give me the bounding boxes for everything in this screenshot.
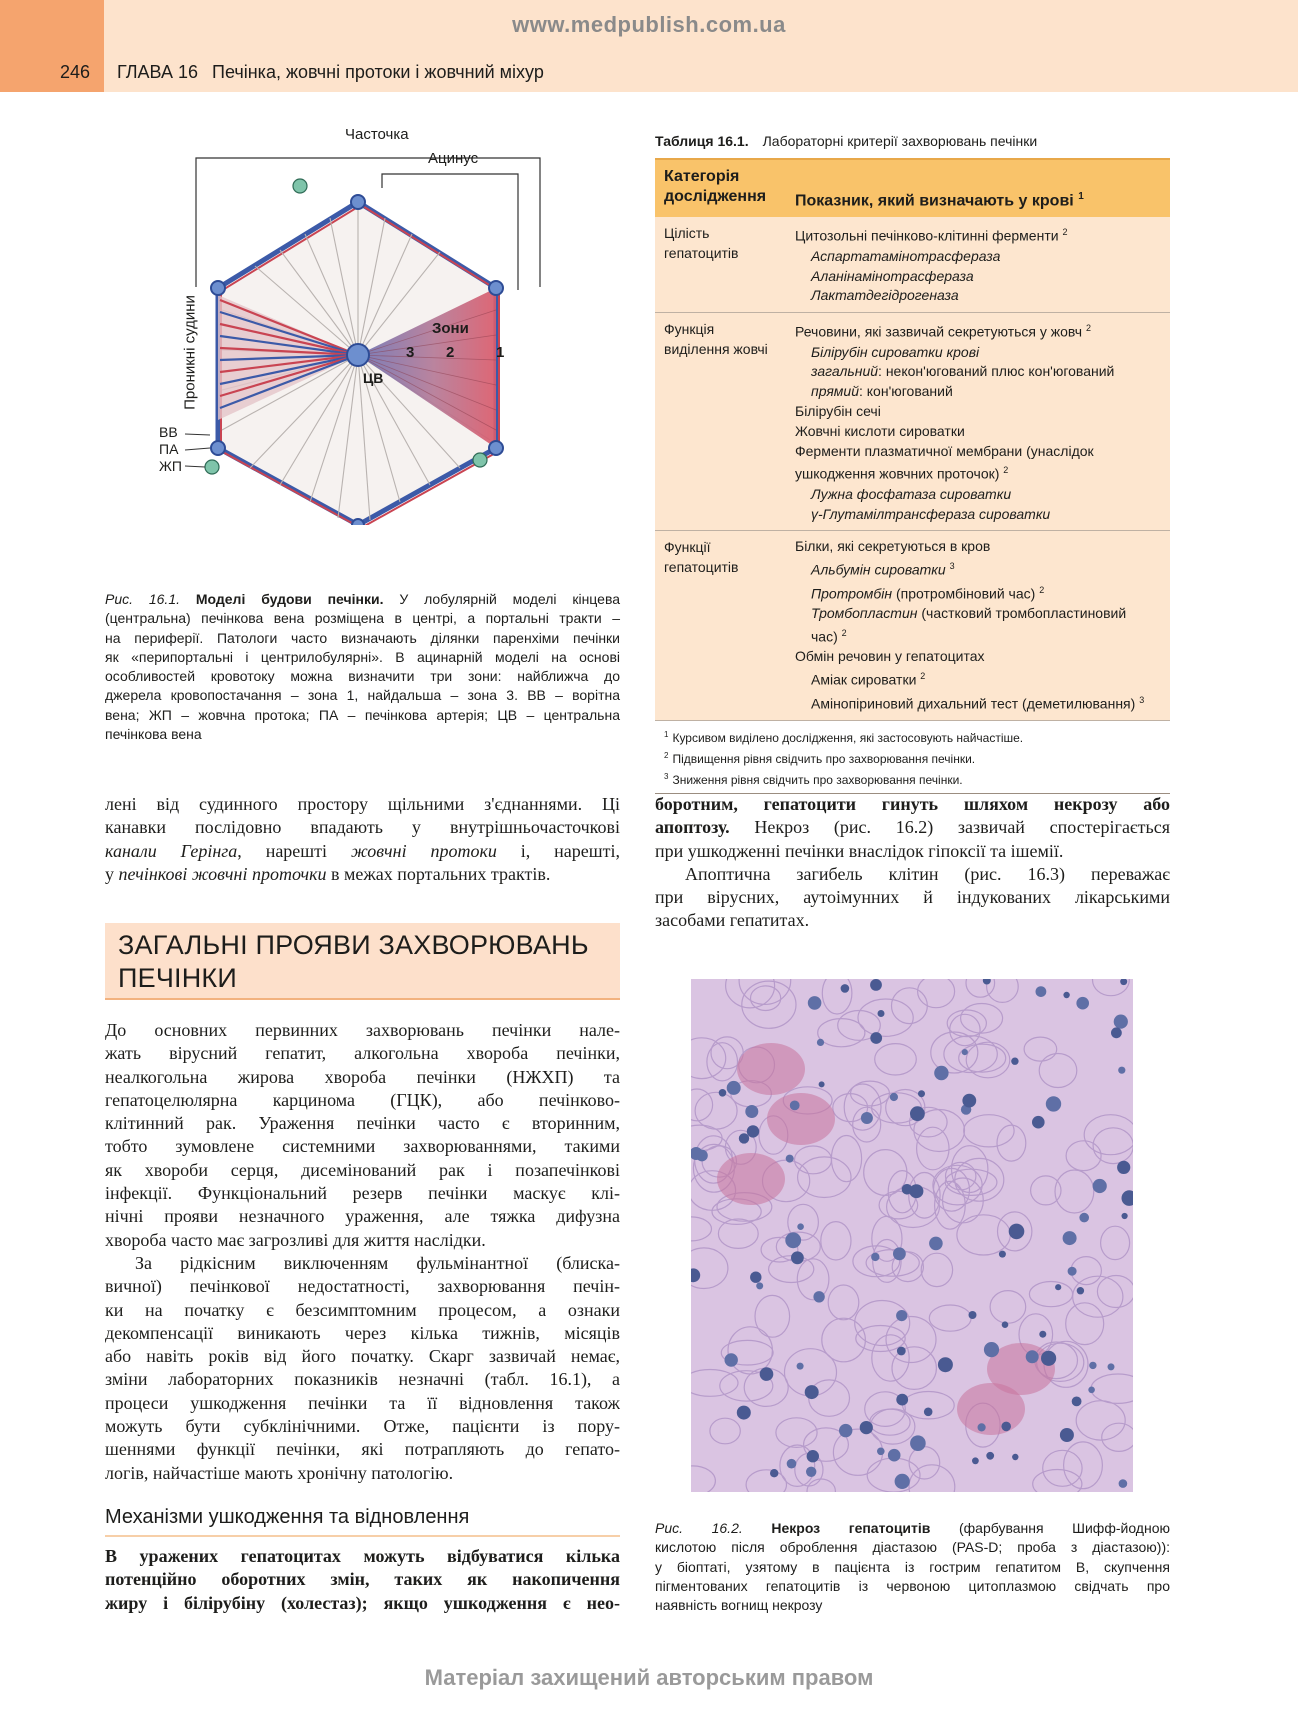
table-header: Категорія дослідження Показник, який визначають у крові $^1$ bbox=[655, 158, 1170, 217]
nucleus bbox=[1108, 1363, 1115, 1370]
text-line: нічні прояви незначного ураження, але тяжка дифузна bbox=[105, 1206, 620, 1227]
nucleus bbox=[902, 1184, 913, 1195]
table-footnotes bbox=[655, 721, 1170, 794]
lab-criteria-table bbox=[655, 158, 1170, 794]
nucleus bbox=[1117, 1161, 1130, 1174]
table-body bbox=[655, 217, 1170, 721]
chapter-title: Печінка, жовчні протоки і жовчний міхур bbox=[212, 62, 544, 82]
section-heading: ЗАГАЛЬНІ ПРОЯВИ ЗАХВОРЮВАНЬ ПЕЧІНКИ bbox=[118, 930, 589, 993]
nucleus bbox=[806, 1467, 816, 1477]
text-line: гепатоцелюлярна карцинома (ГЦК), або печінково- bbox=[105, 1089, 620, 1110]
central-vein bbox=[347, 344, 369, 366]
text-line: процеси ушкодження печінки та її відновлення також bbox=[105, 1392, 620, 1413]
table-title bbox=[655, 133, 1037, 149]
table-cell-line: Альбумін сироватки $^3$ bbox=[811, 561, 955, 578]
nucleus bbox=[797, 1223, 804, 1230]
nucleus bbox=[924, 1408, 933, 1417]
nucleus bbox=[1060, 1428, 1074, 1442]
nucleus bbox=[918, 1090, 925, 1097]
nucleus bbox=[813, 1291, 824, 1302]
table-cell-line: загальний: некон'югований плюс кон'югований bbox=[811, 363, 1115, 380]
nucleus bbox=[984, 1342, 999, 1357]
figure-2-caption: Рис. 16.2. Некроз гепатоцитів (фарбування Шифф-йодною кислотою після оброблення діастазою (PAS-D; проба з діастазою)): у біоптаті, узятому в пацієнта із гострим гепатитом В, скупчення пігментованих гепатоцитів із червоною цитоплазмою свідчать про наявність вогнищ некрозу bbox=[655, 1520, 1170, 1614]
text-line: інфекції. Функціональний резерв печінки маскує клі- bbox=[105, 1183, 620, 1204]
table-category: Функції bbox=[664, 539, 711, 556]
label-pv: ВВ bbox=[159, 424, 178, 440]
paragraph-injury-mechanisms bbox=[105, 1545, 620, 1615]
label-zone-3: 3 bbox=[406, 344, 415, 361]
nucleus bbox=[790, 1101, 800, 1111]
text-line: логів, найчастіше мають хронічну патологію. bbox=[105, 1462, 454, 1483]
nucleus bbox=[1055, 1284, 1061, 1290]
nucleus bbox=[760, 1367, 774, 1381]
nucleus bbox=[1041, 1351, 1056, 1366]
text-line: шеннями функції печінки, які потрапляють до гепато- bbox=[105, 1439, 620, 1460]
nucleus bbox=[871, 1253, 879, 1261]
nucleus bbox=[1068, 1267, 1077, 1276]
table-cell-line: Аланінамінотрасфераза bbox=[811, 267, 974, 284]
table-cell-line: Речовини, які зазвичай секретуються у жовч $^2$ bbox=[795, 323, 1091, 340]
nucleus bbox=[1093, 1179, 1107, 1193]
label-ha: ПА bbox=[159, 441, 179, 457]
nucleus bbox=[791, 1251, 804, 1264]
nucleus bbox=[1063, 992, 1069, 998]
table-category: гепатоцитів bbox=[664, 245, 739, 262]
nucleus bbox=[1076, 997, 1089, 1010]
nucleus bbox=[893, 1247, 906, 1260]
label-acinus: Ацинус bbox=[428, 150, 479, 167]
nucleus bbox=[725, 1353, 738, 1366]
nucleus bbox=[1046, 1096, 1061, 1111]
nucleus bbox=[727, 1081, 741, 1095]
text-line: можуть бути субклінічними. Отже, пацієнти із пору- bbox=[105, 1416, 620, 1437]
table-cell-line: Лактатдегідрогеназа bbox=[811, 287, 959, 304]
caption-number: Рис. 16.1. bbox=[105, 591, 180, 607]
label-lobule: Часточка bbox=[345, 126, 409, 143]
nucleus bbox=[878, 1010, 885, 1017]
necrosis-micrograph-svg bbox=[691, 979, 1133, 1492]
lobule-svg bbox=[160, 130, 580, 525]
nucleus bbox=[1032, 1116, 1045, 1129]
nucleus bbox=[860, 1421, 873, 1434]
table-number: Таблиця 16.1. bbox=[655, 133, 749, 149]
nucleus bbox=[787, 1459, 797, 1469]
table-cell-line: Білірубін сечі bbox=[795, 403, 881, 420]
table-cell-line: Обмін речовин у гепатоцитах bbox=[795, 648, 985, 665]
liver-lobule-diagram bbox=[159, 126, 580, 525]
table-cell-line: Ферменти плазматичної мембрани (унаслідок bbox=[795, 442, 1094, 459]
nucleus bbox=[1011, 1058, 1018, 1065]
nucleus bbox=[999, 1251, 1006, 1258]
text-line: хвороба часто має загрозливі для життя наслідки. bbox=[105, 1229, 486, 1250]
table-row bbox=[655, 217, 1170, 313]
table-cell-line: Протромбін (протромбіновий час) $^2$ bbox=[811, 584, 1045, 602]
paragraph-general-manifestations bbox=[105, 1019, 620, 1252]
necrotic-focus bbox=[737, 1043, 805, 1095]
text-line: В уражених гепатоцитах можуть відбуватися кілька bbox=[105, 1546, 620, 1566]
text-line: клітинний рак. Ураження печінки часто є вторинним, bbox=[105, 1113, 620, 1134]
nucleus bbox=[962, 1094, 976, 1108]
table-cell-line: Білірубін сироватки крові bbox=[811, 343, 980, 360]
text-line: або навіть років від його початку. Скарг зазвичай немає, bbox=[105, 1346, 620, 1367]
table-cell-line: Лужна фосфатаза сироватки bbox=[811, 485, 1012, 502]
nucleus bbox=[969, 1311, 977, 1319]
label-bd: ЖП bbox=[159, 458, 182, 474]
nucleus bbox=[1122, 1213, 1128, 1219]
nucleus bbox=[737, 1406, 751, 1420]
nucleus bbox=[1012, 1454, 1018, 1460]
nucleus bbox=[1039, 1331, 1046, 1338]
table-cell-line: Жовчні кислоти сироватки bbox=[795, 422, 965, 439]
table-cell-line: Аспартатамінотрасфераза bbox=[811, 247, 1001, 264]
nucleus bbox=[839, 1424, 852, 1437]
necrotic-focus bbox=[717, 1153, 785, 1205]
text-line: потенційно оборотних змін, таких як накопичення bbox=[105, 1569, 620, 1590]
nucleus bbox=[756, 1282, 763, 1289]
nucleus bbox=[896, 1394, 908, 1406]
text-line: жать вірусний гепатит, алкогольна хвороба печінки, bbox=[105, 1043, 620, 1064]
table-category: Функція bbox=[664, 321, 715, 338]
nucleus bbox=[817, 1039, 824, 1046]
nucleus bbox=[1089, 1362, 1096, 1369]
nucleus bbox=[786, 1155, 794, 1163]
nucleus bbox=[719, 1089, 727, 1097]
caption-title: Моделі будови печінки. bbox=[195, 591, 384, 607]
nucleus bbox=[938, 1357, 953, 1372]
nucleus bbox=[750, 1272, 761, 1283]
text-line: тобто зумовлене системними захворюваннями, такими bbox=[105, 1136, 620, 1157]
subsection-heading: Механізми ушкодження та відновлення bbox=[105, 1506, 620, 1537]
nucleus bbox=[770, 1469, 778, 1477]
text-line: ки на початку є безсимптомним процесом, а ознаки bbox=[105, 1299, 620, 1320]
paragraph-asymptomatic bbox=[105, 1252, 620, 1485]
nucleus bbox=[1001, 1422, 1011, 1432]
text-line: До основних первинних захворювань печінки нале- bbox=[105, 1020, 620, 1040]
nucleus bbox=[1114, 1015, 1128, 1029]
nucleus bbox=[972, 1457, 979, 1464]
table-cell-line: прямий: кон'югований bbox=[811, 383, 953, 400]
table-cell-line: ушкодження жовчних проточок) $^2$ bbox=[795, 465, 1009, 483]
nucleus bbox=[870, 979, 882, 991]
table-caption: Лабораторні критерії захворювань печінки bbox=[762, 133, 1038, 149]
nucleus bbox=[896, 1310, 907, 1321]
text-line: За рідкісним виключенням фульмінантної (блиска- bbox=[135, 1253, 620, 1273]
table-cell-line: Білки, які секретуються в кров bbox=[795, 538, 991, 555]
nucleus bbox=[1077, 1287, 1084, 1294]
text-line: жиру і білірубіну (холестаз); якщо ушкодження є нео- bbox=[105, 1592, 620, 1613]
nucleus bbox=[1119, 1479, 1128, 1488]
table-cell-line: γ-Глутамілтрансфераза сироватки bbox=[811, 505, 1051, 522]
chapter-label: ГЛАВА 16 bbox=[117, 62, 198, 82]
paragraph-necrosis-apoptosis: боротним, гепатоцити гинуть шляхом некрозу або апоптозу. Некроз (рис. 16.2) зазвичай спостерігається при ушкодженні печінки внаслідок гіпоксії та ішемії. Апоптична загибель клітин (рис. 16.3) переважає при вірусних, аутоімунних й індукованих лікарськими засобами гепатитах. bbox=[655, 794, 1170, 931]
nucleus bbox=[807, 1450, 819, 1462]
figure-1-caption: Рис. 16.1. Моделі будови печінки. У лобулярній моделі кінцева (центральна) печінкова вена розміщена в центрі, а портальні тракти – на периферії. Патологи часто визначають ділянки паренхіми печінки як «перипортальні і центрилобулярні». В ацинарній моделі на основі особливостей кровотоку можна визначити три зони: найближча до джерела кровопостачання – зона 1, найдальша – зона 3. ВВ – ворітна вена; ЖП – жовчна протока; ПА – печінкова артерія; ЦВ – центральна печінкова вена bbox=[105, 591, 621, 743]
nucleus bbox=[910, 1106, 925, 1121]
table-cell-line: Амінопіриновий дихальний тест (деметилювання) $^3$ bbox=[811, 694, 1145, 712]
nucleus bbox=[1002, 1321, 1009, 1328]
nucleus bbox=[1009, 1224, 1025, 1240]
table-category: гепатоцитів bbox=[664, 559, 739, 576]
label-portal-tracts: Проникні судини bbox=[181, 295, 199, 410]
necrotic-focus bbox=[767, 1093, 835, 1145]
nucleus bbox=[877, 1448, 885, 1456]
table-cell-line: Тромбопластин (частковий тромбопластиновий bbox=[811, 605, 1127, 622]
histology-micrograph bbox=[691, 979, 1133, 1492]
watermark-url: www.medpublish.com.ua bbox=[512, 12, 786, 37]
text-line: неалкогольна жирова хвороба печінки (НЖХП) та bbox=[105, 1066, 620, 1087]
nucleus bbox=[1088, 1387, 1095, 1394]
nucleus bbox=[841, 984, 850, 993]
nucleus bbox=[929, 1237, 943, 1251]
nucleus bbox=[819, 1081, 825, 1087]
label-zone-1: 1 bbox=[496, 344, 505, 361]
text-line: як хвороби серця, дисемінований рак і позапечінкові bbox=[105, 1159, 620, 1180]
text-line: декомпенсації виникають через кілька тижнів, місяців bbox=[105, 1322, 620, 1343]
nucleus bbox=[978, 1423, 986, 1431]
table-footnote: $^2$ Підвищення рівня свідчить про захворювання печінки. bbox=[664, 751, 976, 767]
nucleus bbox=[739, 1133, 749, 1143]
nucleus bbox=[934, 1066, 948, 1080]
table-footnote: $^1$ Курсивом виділено дослідження, які застосовують найчастіше. bbox=[664, 730, 1024, 746]
nucleus bbox=[1072, 1397, 1082, 1407]
nucleus bbox=[1036, 986, 1047, 997]
page-number: 246 bbox=[60, 62, 91, 82]
nucleus bbox=[747, 1125, 759, 1137]
nucleus bbox=[962, 1049, 968, 1055]
table-cell-line: Цитозольні печінково-клітинні ферменти $^2$ bbox=[795, 227, 1068, 244]
nucleus bbox=[805, 1385, 819, 1399]
nucleus bbox=[797, 1363, 804, 1370]
table-row bbox=[655, 531, 1170, 721]
label-zones: Зони bbox=[432, 320, 469, 337]
nucleus bbox=[890, 1093, 898, 1101]
nucleus bbox=[888, 1449, 901, 1462]
table-category: виділення жовчі bbox=[664, 341, 768, 358]
table-footnote: $^3$ Зниження рівня свідчить про захворювання печінки. bbox=[664, 772, 963, 788]
table-category: Цілість bbox=[664, 225, 710, 242]
nucleus bbox=[1063, 1231, 1077, 1245]
label-zone-2: 2 bbox=[446, 344, 455, 361]
nucleus bbox=[861, 1112, 873, 1124]
continued-paragraph: лені від судинного простору щільними з'єднаннями. Ці канавки послідовно впадають у внутрішньочасточкові канали Герінга, нарешті жовчні протоки і, нарешті, у печінкові жовчні проточки в межах портальних трактів. bbox=[105, 794, 621, 884]
nucleus bbox=[1026, 1350, 1039, 1363]
nucleus bbox=[897, 1347, 906, 1356]
text-line: зміни лабораторних показників незначні (табл. 16.1), а bbox=[105, 1369, 620, 1390]
nucleus bbox=[986, 1452, 994, 1460]
nucleus bbox=[785, 1232, 801, 1248]
nucleus bbox=[895, 1474, 910, 1489]
table-row bbox=[655, 313, 1170, 531]
running-head bbox=[117, 62, 544, 83]
table-cell-line: час) $^2$ bbox=[811, 627, 847, 645]
nucleus bbox=[1111, 1027, 1122, 1038]
nucleus bbox=[808, 996, 822, 1010]
nucleus bbox=[745, 1105, 758, 1118]
table-cell-line: Аміак сироватки $^2$ bbox=[811, 671, 926, 688]
watermark-copyright: Матеріал захищений авторським правом bbox=[424, 1665, 874, 1690]
nucleus bbox=[1118, 1067, 1125, 1074]
nucleus bbox=[910, 1435, 926, 1451]
text-line: вичної) печінкової недостатності, захворювання печін- bbox=[105, 1276, 620, 1297]
label-central-vein: ЦВ bbox=[363, 370, 384, 386]
nucleus bbox=[1079, 1213, 1089, 1223]
nucleus bbox=[870, 1032, 882, 1044]
